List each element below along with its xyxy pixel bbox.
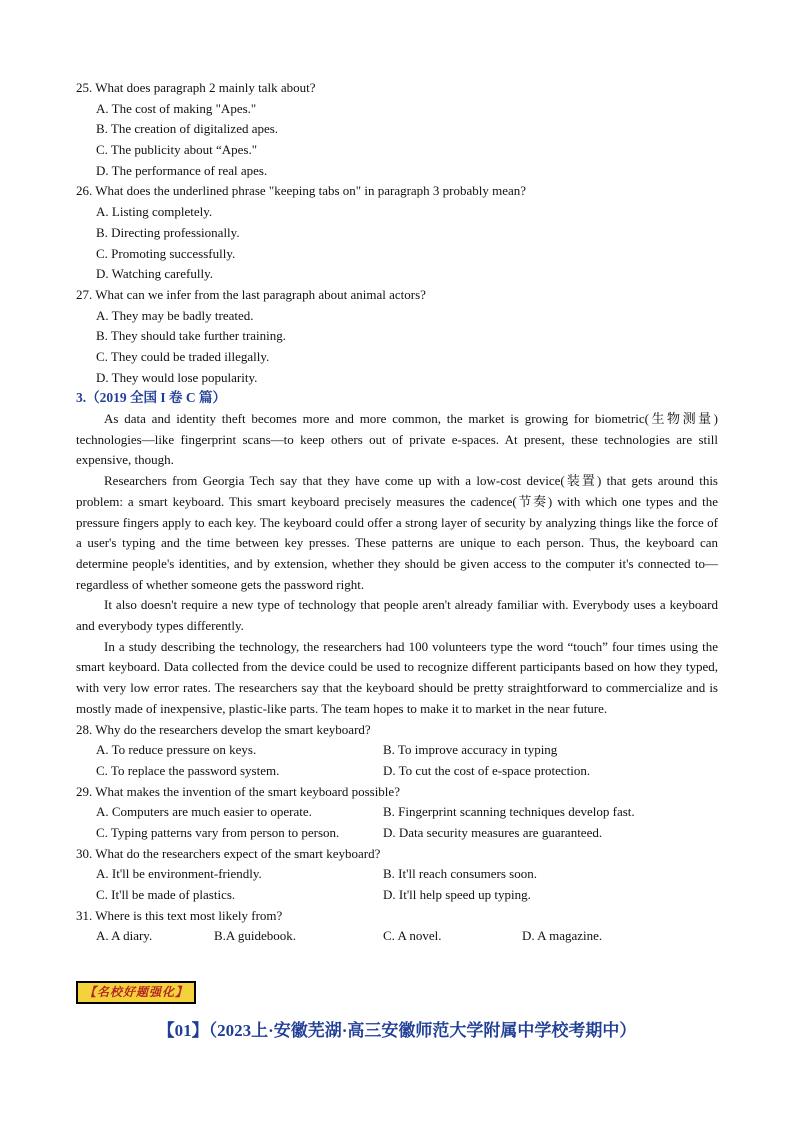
q25-option-d: D. The performance of real apes.	[96, 162, 268, 178]
q29-option-c: C. Typing patterns vary from person to person.	[96, 824, 340, 840]
q28-options-row-1	[76, 740, 718, 761]
q27-option-d: D. They would lose popularity.	[96, 369, 258, 385]
q28-options-row-2	[76, 761, 718, 782]
question-27: 27. What can we infer from the last paragraph about animal actors?	[76, 286, 426, 302]
question-26: 26. What does the underlined phrase "keeping tabs on" in paragraph 3 probably mean?	[76, 183, 527, 199]
q26-option-b: B. Directing professionally.	[96, 224, 240, 240]
question-25: 25. What does paragraph 2 mainly talk about?	[76, 80, 316, 95]
question-28: 28. Why do the researchers develop the smart keyboard?	[76, 721, 371, 737]
question-30: 30. What do the researchers expect of the smart keyboard?	[76, 845, 381, 861]
q29-options-row-2	[76, 823, 718, 844]
q27-option-b: B. They should take further training.	[96, 328, 287, 344]
passage-paragraph-2: Researchers from Georgia Tech say that they have come up with a low-cost device(装置) that gets around this problem: a smart keyboard. This smart keyboard precisely measures the cadence(节奏) with which one types and the pressure fingers apply to each key. The keyboard could offer a strong layer of security by analyzing things like the force of a user's typing and the time between key presses. These patterns are unique to each person. Thus, the keyboard can determine people's identities, and by extension, whether they should be given access to the computer it's connected to—regardless of whether someone gets the password right.	[76, 473, 718, 592]
passage-paragraph-4: In a study describing the technology, the researchers had 100 volunteers type the word “touch” four times using the smart keyboard. Data collected from the device could be used to recognize different participants based on how they typed, with very low error rates. The researchers say that the keyboard should be pretty straightforward to commercialize and is mostly made of inexpensive, plastic-like parts. The team hopes to make it to market in the near future.	[76, 638, 718, 716]
section-badge: 【名校好题强化】	[76, 981, 196, 1004]
q29-option-b: B. Fingerprint scanning techniques develop fast.	[383, 804, 635, 820]
q30-option-c: C. It'll be made of plastics.	[96, 887, 236, 903]
next-section-title: 【01】（2023上·安徽芜湖·高三安徽师范大学附属中学校考期中）	[157, 1021, 637, 1040]
q30-option-b: B. It'll reach consumers soon.	[383, 866, 537, 882]
q26-option-a: A. Listing completely.	[96, 204, 213, 220]
q31-option-b: B.A guidebook.	[214, 928, 296, 944]
passage-paragraph-3: It also doesn't require a new type of technology that people aren't already familiar with. Everybody uses a keyboard and everybody types differently.	[76, 597, 718, 634]
q31-option-d: D. A magazine.	[522, 928, 603, 944]
q29-options-row-1	[76, 802, 718, 823]
q28-option-b: B. To improve accuracy in typing	[383, 742, 558, 758]
q26-option-d: D. Watching carefully.	[96, 266, 213, 282]
q31-options-row	[76, 926, 718, 947]
q26-option-c: C. Promoting successfully.	[96, 245, 236, 261]
q27-option-c: C. They could be traded illegally.	[96, 348, 270, 364]
q30-options-row-2	[76, 885, 718, 906]
question-31: 31. Where is this text most likely from?	[76, 907, 283, 923]
q28-option-d: D. To cut the cost of e-space protection.	[383, 762, 591, 778]
passage-paragraph-1: As data and identity theft becomes more and more common, the market is growing for biometric(生物测量) technologies—like fingerprint scans—to keep others out of private e-spaces. At present, these technologies are still expensive, though.	[76, 411, 718, 468]
q25-option-c: C. The publicity about “Apes."	[96, 142, 258, 158]
q30-option-a: A. It'll be environment-friendly.	[96, 866, 262, 882]
q29-option-a: A. Computers are much easier to operate.	[96, 804, 312, 820]
q25-option-b: B. The creation of digitalized apes.	[96, 121, 279, 137]
q25-option-a: A. The cost of making "Apes."	[96, 100, 257, 116]
q29-option-d: D. Data security measures are guaranteed.	[383, 824, 603, 840]
question-29: 29. What makes the invention of the smart keyboard possible?	[76, 783, 400, 799]
q30-option-d: D. It'll help speed up typing.	[383, 887, 531, 903]
section-3-title: 3.（2019 全国 I 卷 C 篇）	[76, 390, 227, 406]
q31-option-c: C. A novel.	[383, 928, 442, 944]
document-body	[76, 78, 718, 947]
q28-option-a: A. To reduce pressure on keys.	[96, 742, 257, 758]
q27-option-a: A. They may be badly treated.	[96, 307, 254, 323]
q28-option-c: C. To replace the password system.	[96, 762, 280, 778]
q30-options-row-1	[76, 864, 718, 885]
q31-option-a: A. A diary.	[96, 928, 153, 944]
